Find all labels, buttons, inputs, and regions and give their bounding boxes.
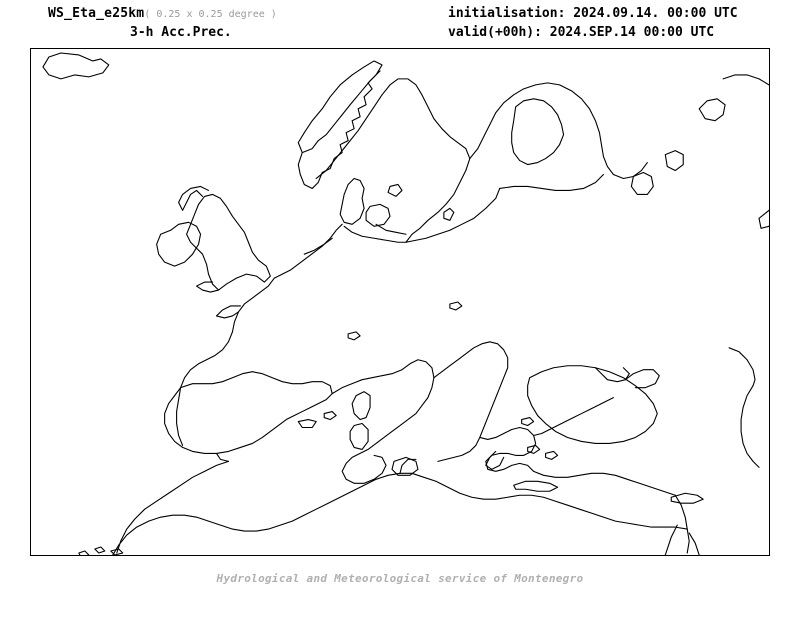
- adriatic-balkan-coast: [434, 342, 508, 462]
- initialisation-time: initialisation: 2024.09.14. 00:00 UTC: [448, 6, 738, 21]
- finland-coastline: [470, 83, 648, 179]
- map-frame[interactable]: [30, 48, 770, 556]
- coastline-map: [31, 49, 769, 555]
- finland-lakes-detail: [512, 99, 564, 165]
- novaya-zemlya-fragment: [759, 210, 769, 228]
- sicily-island: [392, 457, 418, 475]
- turkey-south-coast: [534, 471, 676, 495]
- portugal-west-coast: [177, 388, 183, 446]
- norway-fjords-detail: [302, 71, 380, 153]
- cyprus-island: [671, 493, 703, 503]
- baltic-gulf-finland: [500, 175, 604, 191]
- lake-general-alpine: [348, 332, 360, 340]
- balearic-island-small: [324, 412, 336, 420]
- model-name: WS_Eta_e25km: [48, 6, 145, 21]
- aegean-islands-2: [546, 451, 558, 459]
- sardinia-island: [350, 424, 368, 450]
- header-right-block: [448, 6, 788, 40]
- german-baltic-coast: [344, 226, 406, 242]
- danish-strait-detail: [376, 224, 406, 234]
- iceland-coastline: [43, 53, 109, 79]
- atlantic-islet-2: [95, 547, 105, 553]
- aegean-islands-3: [522, 418, 534, 426]
- lake-ladoga: [631, 173, 653, 195]
- france-atlantic-coast: [181, 278, 275, 388]
- ireland-coastline: [157, 222, 201, 266]
- balearic-islands: [298, 420, 316, 428]
- canary-like-islets: [79, 551, 89, 555]
- sea-of-azov: [625, 370, 659, 388]
- north-africa-coast: [113, 473, 687, 555]
- tunisia-cape-detail: [400, 459, 416, 473]
- levant-coast: [675, 495, 689, 553]
- norway-inner-line: [316, 79, 466, 179]
- lake-onega: [665, 151, 683, 171]
- italy-coastline: [332, 360, 434, 484]
- arctic-coast-right: [723, 75, 769, 85]
- coastline-paths: [43, 53, 769, 555]
- sweden-baltic-coast: [406, 149, 470, 243]
- scotland-north-detail: [179, 186, 209, 210]
- footer-credit: Hydrological and Meteorological service of Montenegro: [216, 572, 584, 585]
- caspian-sea-west-coast: [741, 386, 759, 468]
- lake-vanern: [388, 184, 402, 196]
- north-sea-continental-coast: [274, 224, 342, 278]
- morocco-atlantic-coast: [117, 461, 229, 553]
- corsica-island: [352, 392, 370, 420]
- model-resolution: ( 0.25 x 0.25 degree ): [144, 9, 277, 20]
- lake-balaton: [450, 302, 462, 310]
- gibraltar-strait: [216, 453, 228, 461]
- baltic-island-gotland: [444, 208, 454, 220]
- sinai-red-sea-east: [689, 533, 699, 555]
- white-sea-inlet: [699, 99, 725, 121]
- header-left-block: [48, 6, 378, 40]
- model-name-line: [48, 6, 378, 21]
- parameter-label: 3-h Acc.Prec.: [130, 25, 232, 40]
- scandinavia-coastline: [298, 61, 382, 188]
- turkey-marmara-detail: [534, 398, 614, 436]
- denmark-coastline: [340, 178, 364, 224]
- sinai-red-sea-west: [665, 525, 677, 555]
- black-sea-coastline: [528, 366, 658, 444]
- denmark-islands: [366, 204, 390, 226]
- caspian-north-coast: [729, 348, 755, 386]
- iberia-coastline: [165, 372, 333, 454]
- crete-island: [514, 481, 558, 491]
- valid-time: valid(+00h): 2024.SEP.14 00:00 UTC: [448, 25, 715, 40]
- crimea-peninsula: [595, 368, 629, 382]
